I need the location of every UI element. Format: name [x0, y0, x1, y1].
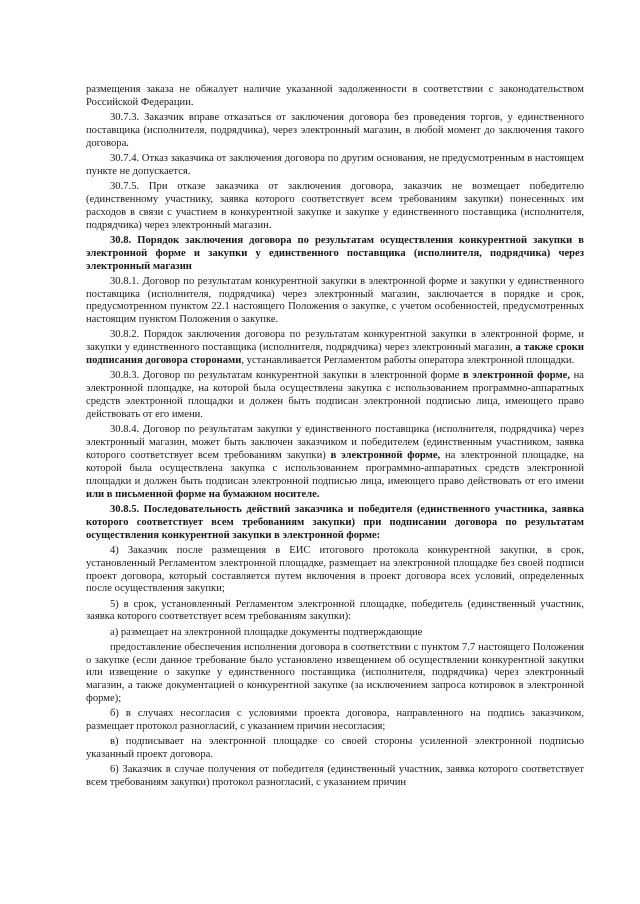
body-text: 30.7.4. Отказ заказчика от заключения договора по другим основания, не предусмотренным в настоящем пункте не допускается. [86, 152, 584, 177]
body-text: 4) Заказчик после размещения в ЕИС итогового протокола конкурентной закупки, в срок, установленный Регламентом электронной площадке, размещает на электронной площадке без своей подписи проект договора, который составляется путем включения в проект договора всех условий, определенных после осуществления закупки; [86, 544, 584, 595]
document-paragraph [86, 708, 584, 734]
document-paragraph [86, 627, 584, 640]
bold-text: а также сроки подписания договора сторонами [86, 342, 584, 367]
body-text: на электронной площадке, на которой была осуществлена закупка с использованием программно-аппаратных средств электронной площадки и должен быть подписан электронной подписью лица, имеющего право действовать от его имени [86, 449, 584, 487]
body-text: в) подписывает на электронной площадке со своей стороны усиленной электронной подписью указанный проект договора. [86, 736, 584, 761]
document-paragraph [86, 153, 584, 179]
document-paragraph [86, 736, 584, 762]
body-text: а) размещает на электронной площадке документы подтверждающие [110, 626, 423, 638]
document-paragraph [86, 181, 584, 233]
body-text: 5) в срок, установленный Регламентом электронной площадке, победитель (единственный участник, заявка которого соответствует всем требованиям закупки): [86, 598, 584, 623]
document-paragraph [86, 642, 584, 707]
body-text: размещения заказа не обжалует наличие указанной задолженности в соответствии с законодательством Российской Федерации. [86, 84, 584, 108]
bold-text: в электронной форме, [462, 370, 571, 382]
body-text: предоставление обеспечения исполнения договора в соответствии с пунктом 7.7 настоящего Положения о закупке (если данное требование было установлено извещением об осуществлении конкурентной закупки или извещение о закупке у единственного поставщика (исполнителя, подрядчика) через электронный магазин, а также документацией о конкурентной закупке (за исключением запроса котировок в электронной форме); [86, 641, 584, 705]
document-body [86, 84, 584, 790]
bold-text: в электронной форме, [330, 449, 441, 461]
document-paragraph [86, 329, 584, 368]
document-paragraph [86, 504, 584, 543]
body-text: 30.8.1. Договор по результатам конкурентной закупки в электронной форме и закупки у единственного поставщика (исполнителя, подрядчика) через электронный магазин, заключается в порядке и срок, предусмотренном пунктом 22.1 настоящего Положения о закупке, с учетом особенностей, предусмотренных настоящим пунктом Положения о закупке. [86, 275, 584, 326]
bold-text: 30.8.5. Последовательность действий заказчика и победителя (единственного участника, заявка которого соответствует всем требованиям закупки) при подписании договора по результатам осуществления конкурентной закупки в электронной форме: [86, 503, 584, 541]
document-paragraph [86, 276, 584, 328]
bold-text: 30.8. Порядок заключения договора по результатам осуществления конкурентной закупки в электронной форме и закупки у единственного поставщика (исполнителя, подрядчика) через электронный магазин [86, 234, 584, 272]
body-text: 30.7.3. Заказчик вправе отказаться от заключения договора без проведения торгов, у единственного поставщика (исполнителя, подрядчика), через электронный магазин, в любой момент до заключения такого договора. [86, 112, 584, 149]
body-text: 6) Заказчик в случае получения от победителя (единственный участник, заявка которого соответствует всем требованиям закупки) протокол разногласий, с указанием причин [86, 764, 584, 789]
document-paragraph [86, 424, 584, 501]
body-text: 30.8.4. Договор по результатам закупки у единственного поставщика (исполнителя, подрядчика) через электронный магазин, может быть заключен заказчиком и победителем (единственным участником, заявка которого соответствует всем требованиям закупки) [86, 424, 584, 461]
document-paragraph [86, 370, 584, 422]
body-text: , устанавливается Регламентом работы оператора электронной площадки. [241, 355, 575, 367]
body-text: 30.8.3. Договор по результатам конкурентной закупки в электронной форме [110, 370, 463, 382]
body-text: б) в случаях несогласия с условиями проекта договора, направленного на подпись заказчиком, размещает протокол разногласий, с указанием причин несогласия; [86, 708, 584, 733]
body-text: на электронной площадке, на которой была осуществлена закупка с использованием программно-аппаратных средств электронной площадки и должен быть подписан электронной подписью лица, имеющего право действовать от его имени. [86, 370, 584, 421]
bold-text: или в письменной форме на бумажном носителе. [86, 488, 320, 500]
document-paragraph [86, 112, 584, 151]
document-paragraph [86, 84, 584, 110]
document-paragraph [86, 235, 584, 274]
body-text: 30.7.5. При отказе заказчика от заключения договора, заказчик не возмещает победителю (единственному участнику, заявка которого соответствует всем требованиям закупки) понесенных им расходов в связи с участием в конкурентной закупке и закупке у единственного поставщика (исполнителя, подрядчика) через электронный магазин. [86, 180, 584, 231]
document-paragraph [86, 764, 584, 790]
body-text: 30.8.2. Порядок заключения договора по результатам конкурентной закупки в электронной форме, и закупки у единственного поставщика (исполнителя, подрядчика) через электронный магазин, [86, 329, 584, 354]
document-paragraph [86, 599, 584, 625]
document-paragraph [86, 545, 584, 597]
